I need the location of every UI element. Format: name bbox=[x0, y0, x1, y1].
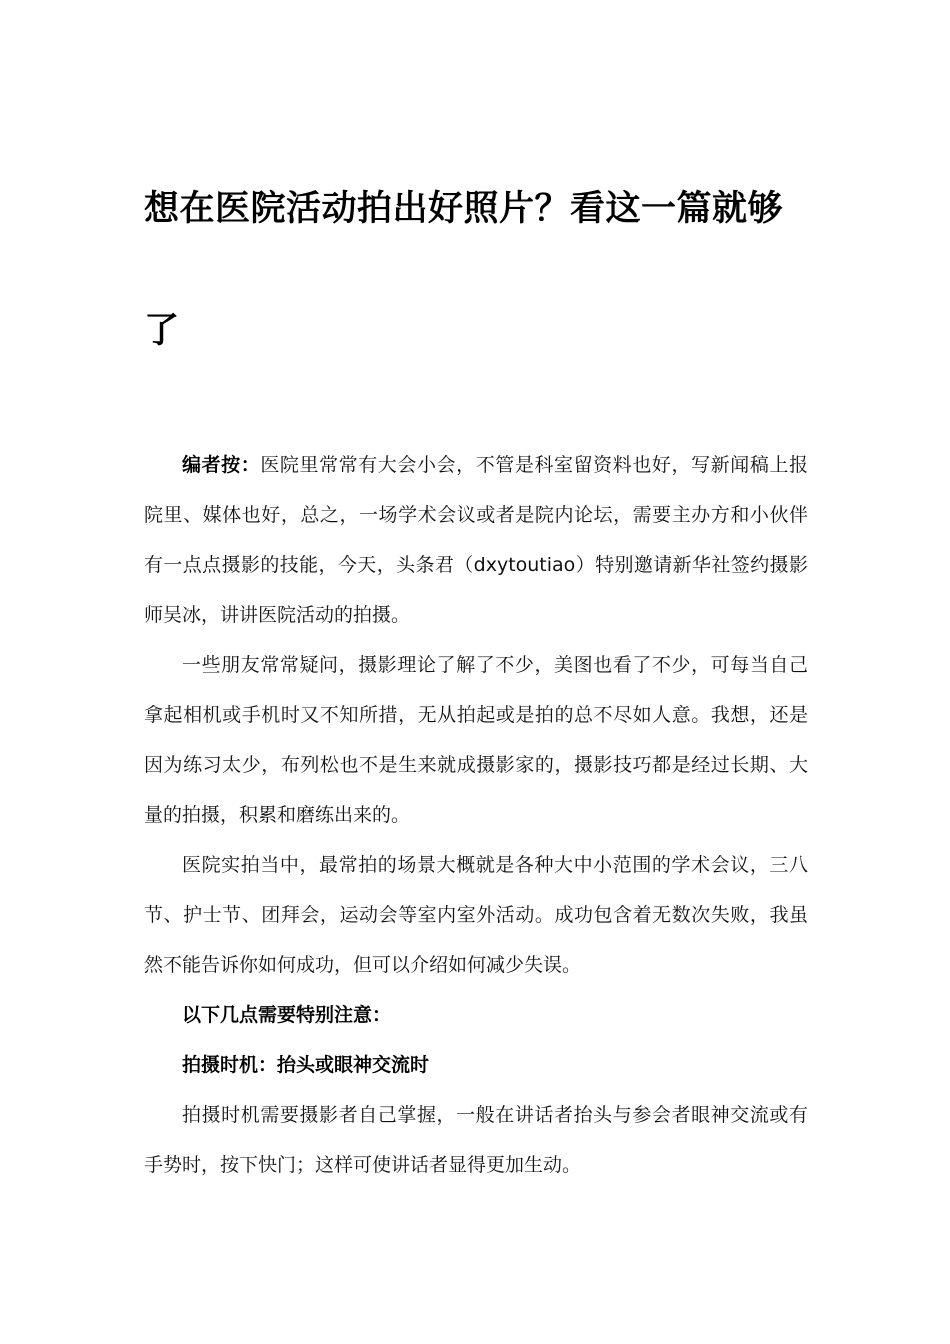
editor-note-text: 医院里常常有大会小会，不管是科室留资料也好，写新闻稿上报院里、媒体也好，总之，一场学术会议或者是院内论坛，需要主办方和小伙伴有一点点摄影的技能，今天，头条君（dxytoutiao）特别邀请新华社签约摄影师吴冰，讲讲医院活动的拍摄。 bbox=[144, 454, 808, 626]
article-body bbox=[144, 440, 808, 1190]
article-title: 想在医院活动拍出好照片？看这一篇就够了 bbox=[144, 189, 784, 351]
paragraph-timing: 拍摄时机需要摄影者自己掌握，一般在讲话者抬头与参会者眼神交流或有手势时，按下快门；这样可使讲话者显得更加生动。 bbox=[144, 1104, 808, 1176]
heading-notes: 以下几点需要特别注意： bbox=[182, 1004, 392, 1026]
editor-note-paragraph bbox=[144, 440, 808, 640]
paragraph-practice: 一些朋友常常疑问，摄影理论了解了不少，美图也看了不少，可每当自己拿起相机或手机时又不知所措，无从拍起或是拍的总不尽如人意。我想，还是因为练习太少，布列松也不是生来就成摄影家的，摄影技巧都是经过长期、大量的拍摄，积累和磨练出来的。 bbox=[144, 654, 808, 826]
editor-note-label: 编者按： bbox=[182, 454, 261, 476]
paragraph-scenes: 医院实拍当中，最常拍的场景大概就是各种大中小范围的学术会议，三八节、护士节、团拜会，运动会等室内室外活动。成功包含着无数次失败，我虽然不能告诉你如何成功，但可以介绍如何减少失误。 bbox=[144, 854, 808, 976]
heading-timing: 拍摄时机：抬头或眼神交流时 bbox=[182, 1054, 430, 1076]
